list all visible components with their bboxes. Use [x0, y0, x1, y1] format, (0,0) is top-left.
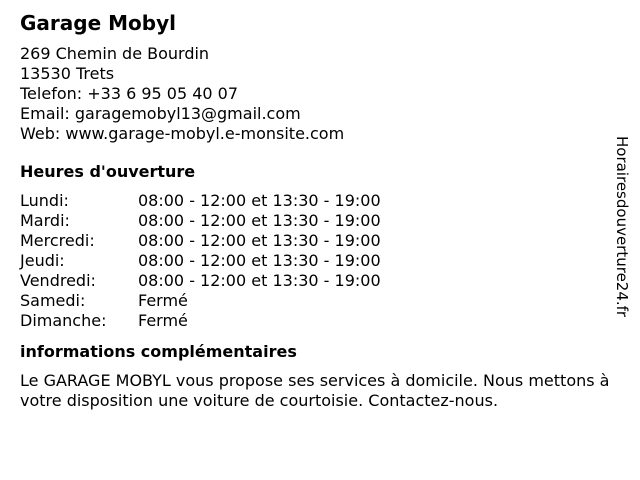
business-card — [20, 10, 610, 411]
hours-row-sunday — [20, 311, 610, 331]
city-postcode: 13530 Trets — [20, 64, 115, 83]
time-value: Fermé — [138, 291, 188, 310]
day-label: Jeudi: — [20, 251, 65, 270]
day-label: Mardi: — [20, 211, 70, 230]
contact-block — [20, 44, 610, 144]
additional-info-text: Le GARAGE MOBYL vous propose ses services à domicile. Nous mettons à votre disposition une voiture de courtoisie. Contactez-nous. — [20, 371, 610, 410]
business-name: Garage Mobyl — [20, 11, 176, 35]
email-address: Email: garagemobyl13@gmail.com — [20, 104, 301, 123]
opening-hours-heading: Heures d'ouverture — [20, 162, 196, 181]
website-address: Web: www.garage-mobyl.e-monsite.com — [20, 124, 345, 143]
hours-row-monday — [20, 191, 610, 211]
day-label: Samedi: — [20, 291, 86, 310]
site-watermark: Horairesdouverture24.fr — [613, 136, 631, 318]
hours-row-wednesday — [20, 231, 610, 251]
day-label: Dimanche: — [20, 311, 107, 330]
hours-row-tuesday — [20, 211, 610, 231]
time-value: 08:00 - 12:00 et 13:30 - 19:00 — [138, 211, 381, 230]
day-label: Vendredi: — [20, 271, 96, 290]
opening-hours-table — [20, 191, 610, 331]
time-value: Fermé — [138, 311, 188, 330]
hours-row-saturday — [20, 291, 610, 311]
hours-row-thursday — [20, 251, 610, 271]
time-value: 08:00 - 12:00 et 13:30 - 19:00 — [138, 251, 381, 270]
time-value: 08:00 - 12:00 et 13:30 - 19:00 — [138, 191, 381, 210]
time-value: 08:00 - 12:00 et 13:30 - 19:00 — [138, 271, 381, 290]
day-label: Lundi: — [20, 191, 69, 210]
additional-info-heading: informations complémentaires — [20, 342, 297, 361]
street-address: 269 Chemin de Bourdin — [20, 44, 210, 63]
time-value: 08:00 - 12:00 et 13:30 - 19:00 — [138, 231, 381, 250]
hours-row-friday — [20, 271, 610, 291]
day-label: Mercredi: — [20, 231, 95, 250]
phone-number: Telefon: +33 6 95 05 40 07 — [20, 84, 239, 103]
